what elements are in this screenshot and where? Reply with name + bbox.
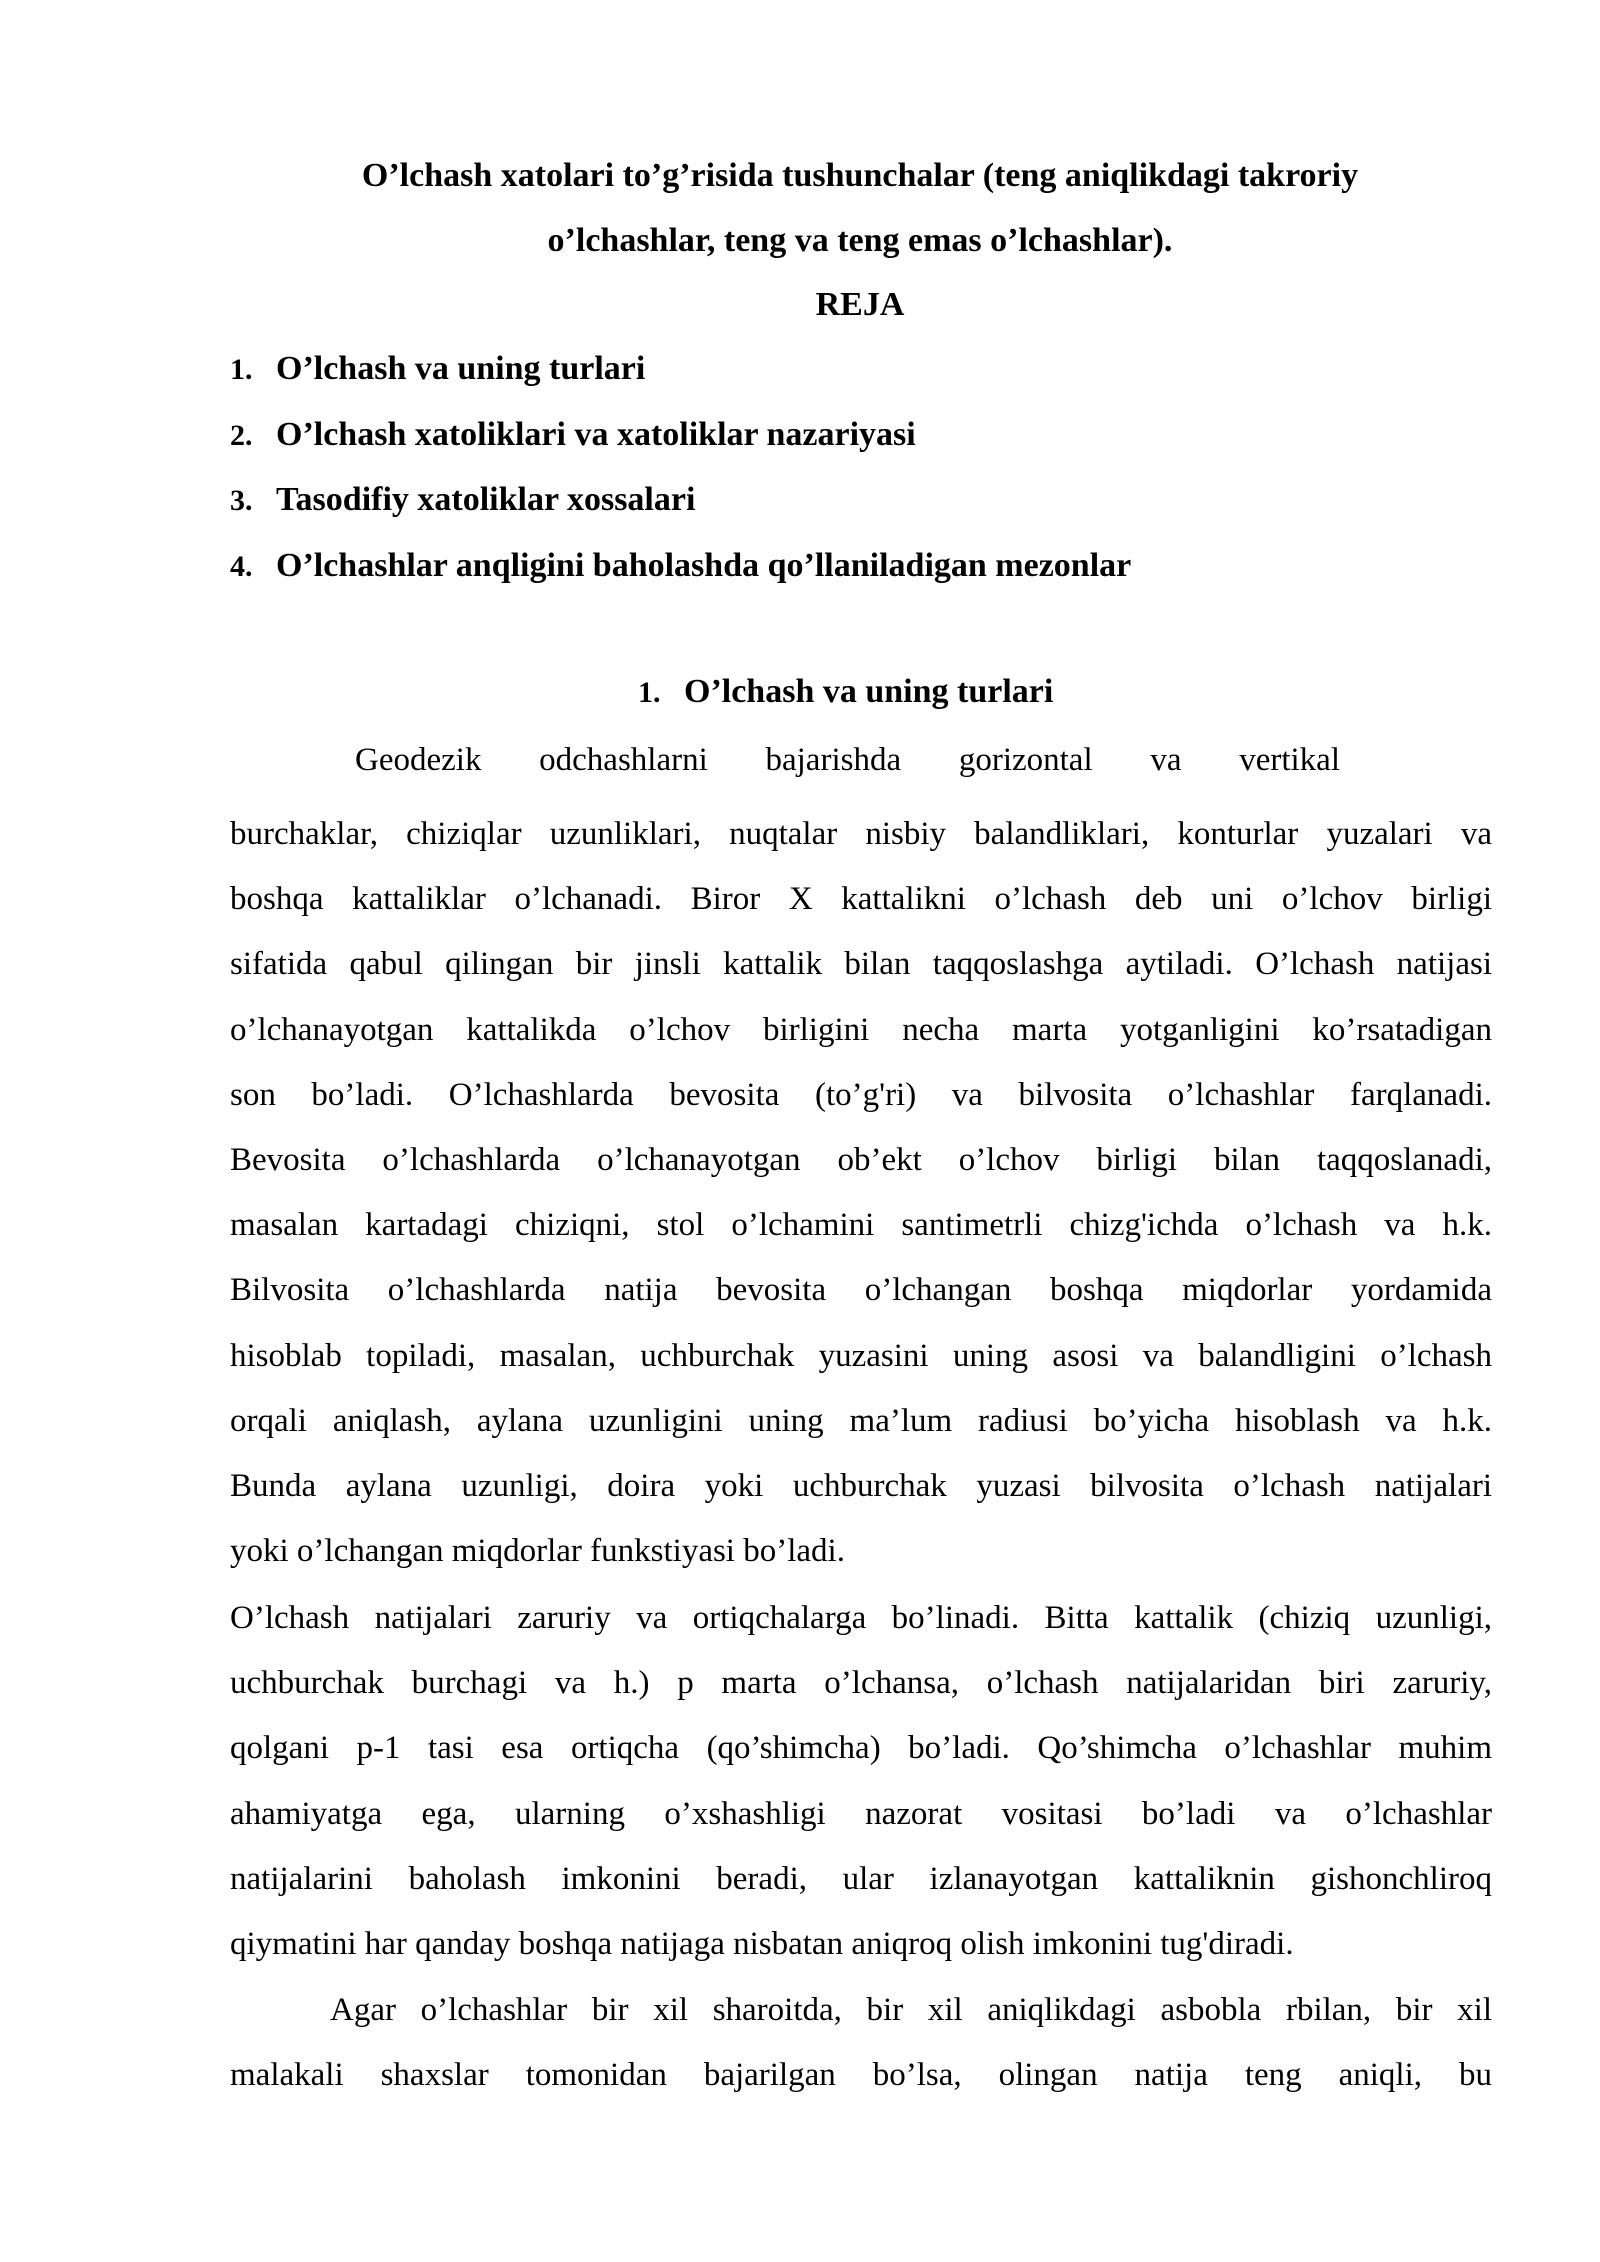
plan-list xyxy=(230,336,1131,598)
paragraph-2 xyxy=(230,1586,1492,1977)
text-line: masalan kartadagi chiziqni, stol o’lchamini santimetrli chizg'ichda o’lchash va h.k. xyxy=(230,1207,1492,1244)
text-line: yoki o’lchangan miqdorlar funkstiyasi bo’ladi. xyxy=(230,1533,845,1570)
text-line: hisoblab topiladi, masalan, uchburchak yuzasini uning asosi va balandligini o’lchash xyxy=(230,1337,1492,1374)
text-line: Bevosita o’lchashlarda o’lchanayotgan ob’ekt o’lchov birligi bilan taqqoslanadi, xyxy=(230,1141,1492,1178)
text-line: qiymatini har qanday boshqa natijaga nisbatan aniqroq olish imkonini tug'diradi. xyxy=(230,1925,1294,1962)
paragraph-3 xyxy=(230,1978,1492,2108)
text-line: qolgani p-1 tasi esa ortiqcha (qo’shimcha) bo’ladi. Qo’shimcha o’lchashlar muhim xyxy=(230,1730,1492,1767)
plan-heading: REJA xyxy=(815,286,905,323)
title-line-1: O’lchash xatolari to’g’risida tushunchalar (teng aniqlikdagi takroriy xyxy=(361,157,1359,194)
text-line: o’lchanayotgan kattalikda o’lchov birligini necha marta yotganligini ko’rsatadigan xyxy=(230,1011,1492,1048)
text-line: malakali shaxslar tomonidan bajarilgan bo’lsa, olingan natija teng aniqli, bu xyxy=(230,2057,1492,2094)
text-line: Bilvosita o’lchashlarda natija bevosita o’lchangan boshqa miqdorlar yordamida xyxy=(230,1272,1492,1309)
paragraph-first-line: Geodezik odchashlarni bajarishda gorizontal va vertikal xyxy=(355,742,1340,778)
text-line: ahamiyatga ega, ularning o’xshashligi nazorat vositasi bo’ladi va o’lchashlar xyxy=(230,1795,1492,1832)
text-line: burchaklar, chiziqlar uzunliklari, nuqtalar nisbiy balandliklari, konturlar yuzalari va xyxy=(230,816,1492,852)
text-line: uchburchak burchagi va h.) p marta o’lchansa, o’lchash natijalaridan biri zaruriy, xyxy=(230,1665,1492,1702)
text-line: son bo’ladi. O’lchashlarda bevosita (to’g'ri) va bilvosita o’lchashlar farqlanadi. xyxy=(230,1076,1492,1113)
section-heading: 1. O’lchash va uning turlari xyxy=(638,673,1054,710)
document-title xyxy=(230,143,1490,273)
title-line-2: o’lchashlar, teng va teng emas o’lchashlar). xyxy=(547,222,1173,259)
paragraph-1 xyxy=(230,802,1492,1584)
text-line: boshqa kattaliklar o’lchanadi. Biror X kattalikni o’lchash deb uni o’lchov birligi xyxy=(230,881,1492,918)
plan-item: 3. Tasodifiy xatoliklar xossalari xyxy=(230,481,696,518)
text-line: Agar o’lchashlar bir xil sharoitda, bir xil aniqlikdagi asbobla rbilan, bir xil xyxy=(330,1992,1492,2028)
plan-item: 1. O’lchash va uning turlari xyxy=(230,350,646,387)
text-line: sifatida qabul qilingan bir jinsli kattalik bilan taqqoslashga aytiladi. O’lchash natijasi xyxy=(230,946,1492,983)
plan-item: 2. O’lchash xatoliklari va xatoliklar nazariyasi xyxy=(230,415,916,453)
text-line: O’lchash natijalari zaruriy va ortiqchalarga bo’linadi. Bitta kattalik (chiziq uzunligi, xyxy=(230,1600,1492,1636)
plan-item: 4. O’lchashlar anqligini baholashda qo’llaniladigan mezonlar xyxy=(230,546,1132,584)
text-line: natijalarini baholash imkonini beradi, ular izlanayotgan kattaliknin gishonchliroq xyxy=(230,1860,1492,1897)
text-line: Bunda aylana uzunligi, doira yoki uchburchak yuzasi bilvosita o’lchash natijalari xyxy=(230,1467,1492,1504)
text-line: orqali aniqlash, aylana uzunligini uning ma’lum radiusi bo’yicha hisoblash va h.k. xyxy=(230,1402,1492,1439)
